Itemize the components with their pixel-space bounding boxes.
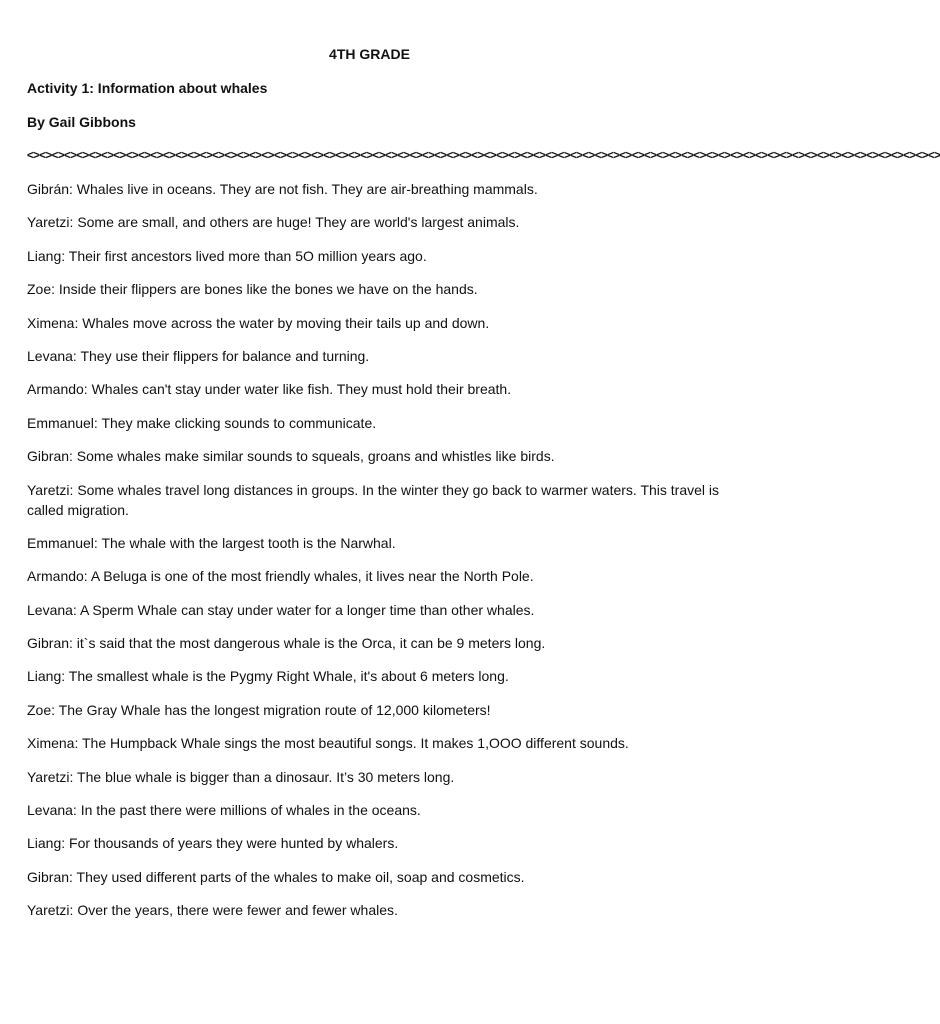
dialogue-line: Liang: For thousands of years they were hunted by whalers. <box>27 835 399 852</box>
dialogue-line: Yaretzi: Some are small, and others are huge! They are world's largest animals. <box>27 214 520 231</box>
dialogue-list <box>27 179 727 934</box>
dialogue-line: Gibran: They used different parts of the whales to make oil, soap and cosmetics. <box>27 868 525 885</box>
dialogue-line: Liang: Their first ancestors lived more than 5O million years ago. <box>27 247 427 264</box>
dialogue-line: Zoe: The Gray Whale has the longest migration route of 12,000 kilometers! <box>27 701 491 718</box>
dialogue-line: Armando: A Beluga is one of the most friendly whales, it lives near the North Pole. <box>27 568 534 585</box>
dialogue-line: Armando: Whales can't stay under water like fish. They must hold their breath. <box>27 381 512 398</box>
dialogue-line: Yaretzi: The blue whale is bigger than a dinosaur. It’s 30 meters long. <box>27 768 455 785</box>
author-line: By Gail Gibbons <box>27 114 136 130</box>
dialogue-line: Levana: In the past there were millions of whales in the oceans. <box>27 802 421 819</box>
grade-heading: 4TH GRADE <box>329 46 410 62</box>
dialogue-line: Ximena: The Humpback Whale sings the most beautiful songs. It makes 1,OOO different sounds. <box>27 735 629 752</box>
dialogue-line: Emmanuel: They make clicking sounds to communicate. <box>27 414 377 431</box>
dialogue-line: Gibran: it`s said that the most dangerous whale is the Orca, it can be 9 meters long. <box>27 635 546 652</box>
dialogue-line: Zoe: Inside their flippers are bones like the bones we have on the hands. <box>27 281 478 298</box>
dialogue-line: Liang: The smallest whale is the Pygmy Right Whale, it's about 6 meters long. <box>27 668 509 685</box>
dialogue-line: Ximena: Whales move across the water by moving their tails up and down. <box>27 314 490 331</box>
dialogue-line: Emmanuel: The whale with the largest tooth is the Narwhal. <box>27 534 396 551</box>
dialogue-line: Gibran: Some whales make similar sounds to squeals, groans and whistles like birds. <box>27 448 555 465</box>
dialogue-line: Gibrán: Whales live in oceans. They are not fish. They are air-breathing mammals. <box>27 181 538 197</box>
activity-title: Activity 1: Information about whales <box>27 80 268 96</box>
decorative-divider: <><><><><><><><><><><><><><><><><><><><><><><><><><><><><><><><><><><><><><><><><><><><><><><><><><><><><><><><><><><><><><><><><><><><><><><><><><> <box>27 149 940 162</box>
dialogue-line: Yaretzi: Over the years, there were fewer and fewer whales. <box>27 902 398 919</box>
dialogue-line: Levana: They use their flippers for balance and turning. <box>27 347 370 364</box>
dialogue-line: Levana: A Sperm Whale can stay under water for a longer time than other whales. <box>27 601 535 618</box>
dialogue-line: Yaretzi: Some whales travel long distances in groups. In the winter they go back to warmer waters. This travel is called migration. <box>27 481 720 518</box>
